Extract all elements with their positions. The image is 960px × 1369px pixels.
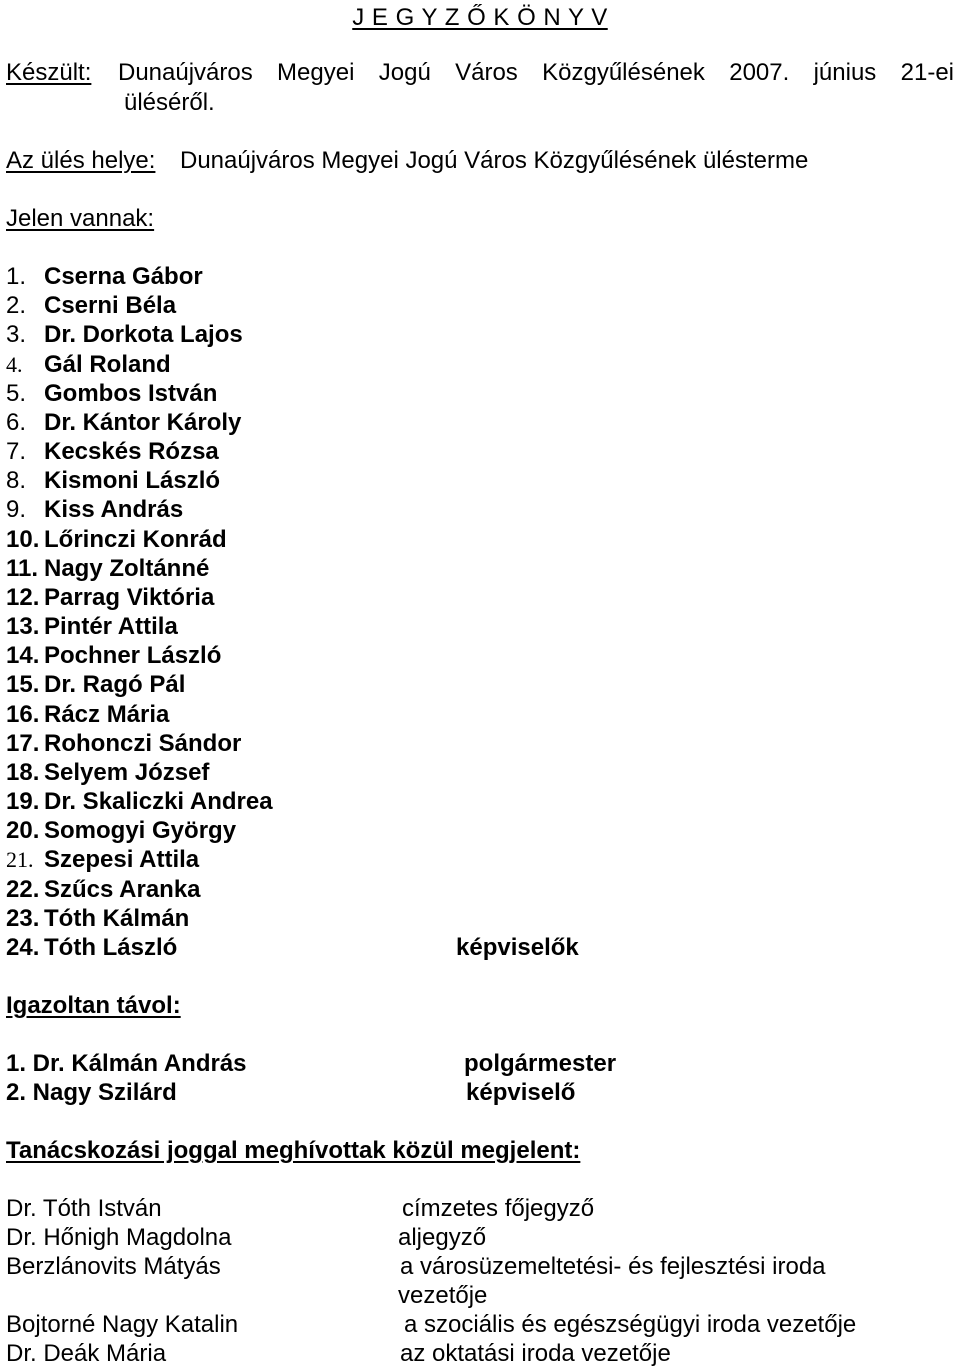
member-row xyxy=(0,262,700,291)
member-number: 13. xyxy=(6,613,40,640)
member-number: 4. xyxy=(6,352,23,377)
member-name: Dr. Ragó Pál xyxy=(44,671,186,698)
member-number: 19. xyxy=(6,788,40,815)
member-name: Szűcs Aranka xyxy=(44,876,201,903)
member-name: Gál Roland xyxy=(44,351,171,378)
guest-role-2: aljegyző xyxy=(398,1224,487,1251)
member-row xyxy=(0,933,700,962)
member-number: 11. xyxy=(6,555,39,582)
members-role: képviselők xyxy=(456,934,579,961)
member-number: 8. xyxy=(6,467,27,494)
jelen-vannak-heading: Jelen vannak: xyxy=(6,205,155,232)
member-row xyxy=(0,729,700,758)
guest-name-5: Dr. Deák Mária xyxy=(6,1340,167,1367)
member-name: Somogyi György xyxy=(44,817,237,844)
member-number: 22. xyxy=(6,876,40,903)
guest-role-4: a szociális és egészségügyi iroda vezetője xyxy=(404,1311,857,1338)
member-number: 12. xyxy=(6,584,40,611)
member-name: Kismoni László xyxy=(44,467,221,494)
member-row xyxy=(0,466,700,495)
member-row xyxy=(0,612,700,641)
member-row xyxy=(0,379,700,408)
guest-role-3: a városüzemeltetési- és fejlesztési iroda xyxy=(400,1253,826,1280)
member-number: 14. xyxy=(6,642,40,669)
guest-name-1: Dr. Tóth István xyxy=(6,1195,162,1222)
guest-name-2: Dr. Hőnigh Magdolna xyxy=(6,1224,232,1251)
member-name: Rohonczi Sándor xyxy=(44,730,242,757)
member-row xyxy=(0,495,700,524)
member-number: 20. xyxy=(6,817,40,844)
ules-helye-text: Dunaújváros Megyei Jogú Város Közgyűlésének ülésterme xyxy=(180,147,809,174)
guest-name-4: Bojtorné Nagy Katalin xyxy=(6,1311,239,1338)
member-row xyxy=(0,350,700,379)
document-title: J E G Y Z Ő K Ö N Y V xyxy=(352,4,608,31)
member-number: 1. xyxy=(6,263,27,290)
tanacskozasi-heading: Tanácskozási joggal meghívottak közül megjelent: xyxy=(6,1137,581,1164)
guest-role-5: az oktatási iroda vezetője xyxy=(400,1340,671,1367)
member-number: 7. xyxy=(6,438,27,465)
absent-role-1: polgármester xyxy=(464,1050,617,1077)
member-name: Selyem József xyxy=(44,759,210,786)
member-row xyxy=(0,408,700,437)
keszult-text-line2: üléséről. xyxy=(124,89,215,116)
member-number: 21. xyxy=(6,847,34,872)
member-number: 24. xyxy=(6,934,40,961)
member-name: Szepesi Attila xyxy=(44,846,200,873)
member-name: Tóth László xyxy=(44,934,178,961)
member-row xyxy=(0,320,700,349)
member-name: Rácz Mária xyxy=(44,701,170,728)
member-row xyxy=(0,700,700,729)
member-row xyxy=(0,641,700,670)
member-number: 10. xyxy=(6,526,40,553)
member-name: Pochner László xyxy=(44,642,222,669)
member-number: 16. xyxy=(6,701,40,728)
keszult-label: Készült: xyxy=(6,59,92,86)
member-row xyxy=(0,904,700,933)
member-name: Gombos István xyxy=(44,380,218,407)
member-name: Pintér Attila xyxy=(44,613,178,640)
member-name: Kecskés Rózsa xyxy=(44,438,219,465)
member-name: Dr. Skaliczki Andrea xyxy=(44,788,273,815)
guest-role-3-cont: vezetője xyxy=(398,1282,488,1309)
igazoltan-tavol-heading: Igazoltan távol: xyxy=(6,992,181,1019)
guest-name-3: Berzlánovits Mátyás xyxy=(6,1253,221,1280)
keszult-text-line1: Dunaújváros Megyei Jogú Város Közgyűlésének 2007. június 21-ei xyxy=(118,59,954,86)
member-row xyxy=(0,787,700,816)
guest-role-1: címzetes főjegyző xyxy=(402,1195,595,1222)
member-name: Parrag Viktória xyxy=(44,584,215,611)
member-name: Kiss András xyxy=(44,496,184,523)
absent-role-2: képviselő xyxy=(466,1079,576,1106)
member-number: 2. xyxy=(6,292,27,319)
absent-name-2: 2. Nagy Szilárd xyxy=(6,1079,177,1106)
member-row xyxy=(0,583,700,612)
member-row xyxy=(0,875,700,904)
member-row xyxy=(0,437,700,466)
member-number: 3. xyxy=(6,321,27,348)
member-name: Lőrinczi Konrád xyxy=(44,526,227,553)
member-name: Dr. Kántor Károly xyxy=(44,409,242,436)
member-row xyxy=(0,758,700,787)
member-number: 17. xyxy=(6,730,40,757)
member-number: 5. xyxy=(6,380,27,407)
member-name: Nagy Zoltánné xyxy=(44,555,210,582)
member-number: 15. xyxy=(6,671,40,698)
member-row xyxy=(0,291,700,320)
member-row xyxy=(0,845,700,874)
member-row xyxy=(0,670,700,699)
member-number: 23. xyxy=(6,905,40,932)
member-row xyxy=(0,816,700,845)
ules-helye-label: Az ülés helye: xyxy=(6,147,156,174)
member-name: Tóth Kálmán xyxy=(44,905,190,932)
absent-name-1: 1. Dr. Kálmán András xyxy=(6,1050,247,1077)
member-number: 9. xyxy=(6,496,27,523)
member-number: 6. xyxy=(6,409,27,436)
member-row xyxy=(0,525,700,554)
member-name: Cserna Gábor xyxy=(44,263,203,290)
member-name: Cserni Béla xyxy=(44,292,177,319)
member-number: 18. xyxy=(6,759,40,786)
member-row xyxy=(0,554,700,583)
member-name: Dr. Dorkota Lajos xyxy=(44,321,243,348)
